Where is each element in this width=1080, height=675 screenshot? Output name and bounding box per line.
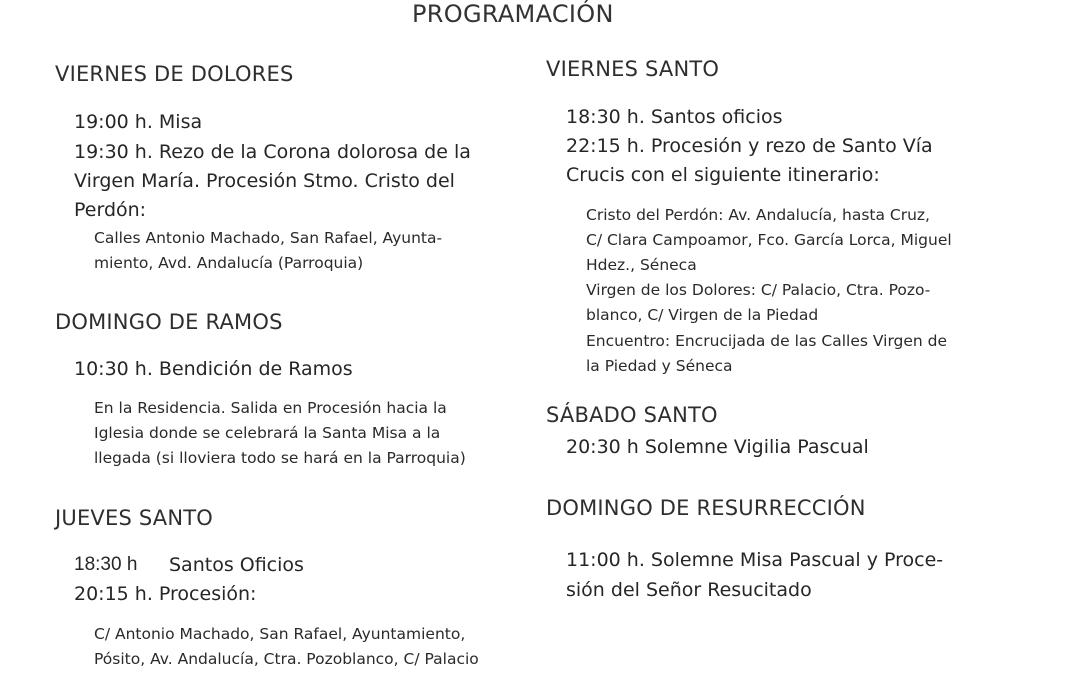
section-heading: VIERNES SANTO [546,57,720,81]
route-line: C/ Clara Campoamor, Fco. García Lorca, Miguel [586,231,952,249]
section-heading: VIERNES DE DOLORES [55,62,294,86]
section-heading: SÁBADO SANTO [546,403,718,427]
route-line: la Piedad y Séneca [586,357,733,375]
section-heading: DOMINGO DE RESURRECCIÓN [546,496,866,520]
schedule-line: 18:30 h. Santos oficios [566,106,783,128]
detail-line: llegada (si lloviera todo se hará en la Parroquia) [94,449,466,467]
schedule-event: Santos Oficios [169,554,304,576]
schedule-line: Perdón: [74,199,147,221]
schedule-time: 18:30 h [74,554,138,575]
detail-line: En la Residencia. Salida en Procesión hacia la [94,399,447,417]
schedule-line: 10:30 h. Bendición de Ramos [74,358,353,380]
route-line: Cristo del Perdón: Av. Andalucía, hasta Cruz, [586,206,930,224]
page-title: PROGRAMACIÓN [412,0,614,28]
route-line: miento, Avd. Andalucía (Parroquia) [94,254,364,272]
schedule-line: 20:30 h Solemne Vigilia Pascual [566,436,869,458]
route-line: blanco, C/ Virgen de la Piedad [586,306,819,324]
route-line: Pósito, Av. Andalucía, Ctra. Pozoblanco, C/ Palacio [94,650,479,668]
schedule-line: 19:00 h. Misa [74,111,203,133]
route-line: Virgen de los Dolores: C/ Palacio, Ctra. Pozo- [586,281,931,299]
route-line: Hdez., Séneca [586,256,697,274]
schedule-line: 19:30 h. Rezo de la Corona dolorosa de la [74,141,471,163]
route-line: Calles Antonio Machado, San Rafael, Ayunta- [94,229,443,247]
route-line: Encuentro: Encrucijada de las Calles Virgen de [586,332,948,350]
schedule-line: Virgen María. Procesión Stmo. Cristo del [74,170,455,192]
route-line: C/ Antonio Machado, San Rafael, Ayuntamiento, [94,625,466,643]
schedule-line: 22:15 h. Procesión y rezo de Santo Vía [566,135,933,157]
section-heading: DOMINGO DE RAMOS [55,310,283,334]
detail-line: Iglesia donde se celebrará la Santa Misa a la [94,424,441,442]
schedule-line: sión del Señor Resucitado [566,579,812,601]
schedule-line: 20:15 h. Procesión: [74,583,257,605]
schedule-line: Crucis con el siguiente itinerario: [566,164,880,186]
schedule-line: 11:00 h. Solemne Misa Pascual y Proce- [566,549,944,571]
section-heading: JUEVES SANTO [55,506,214,530]
